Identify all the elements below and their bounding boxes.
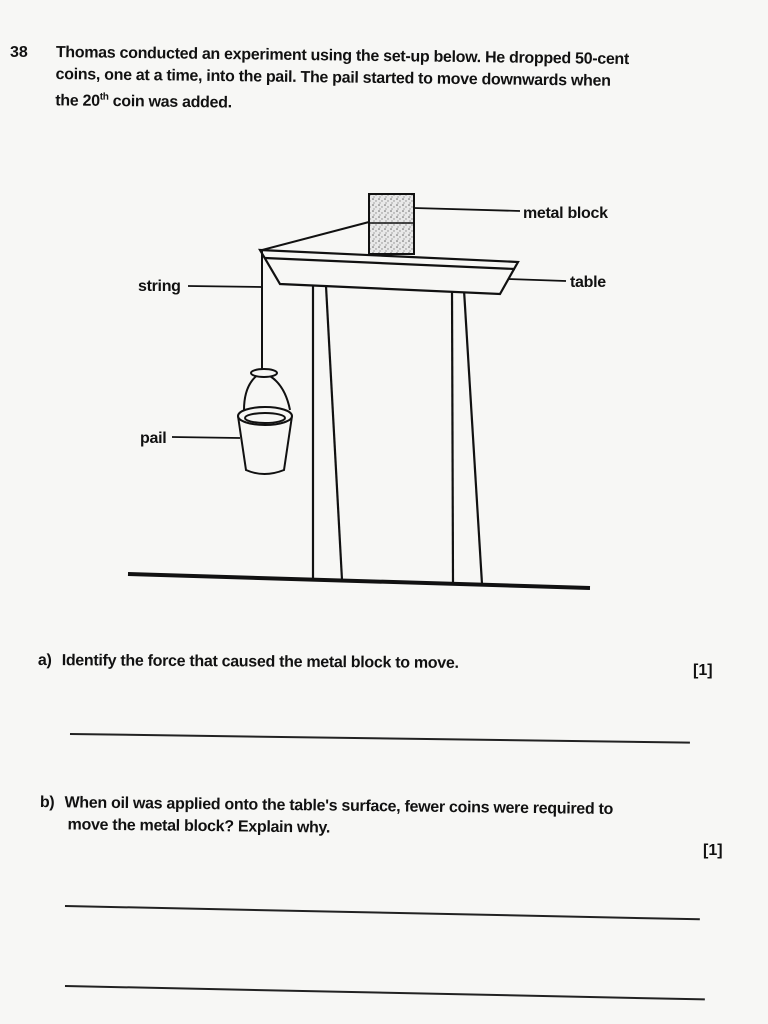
part-a-text: Identify the force that caused the metal block to move. <box>61 652 459 672</box>
label-string: string <box>138 278 181 295</box>
part-b-text-2: move the metal block? Explain why. <box>67 816 331 837</box>
part-a-label: a) <box>37 651 52 670</box>
metal-block <box>369 194 414 254</box>
part-b <box>39 792 613 843</box>
table-leader <box>508 279 566 281</box>
part-a-answer-line[interactable] <box>70 733 690 744</box>
pail-icon <box>238 369 292 474</box>
part-a-marks: [1] <box>693 662 713 679</box>
metal-block-leader <box>414 208 520 211</box>
question-number: 38 <box>10 44 28 61</box>
part-b-answer-line-1[interactable] <box>65 905 700 920</box>
stem-line-2: coins, one at a time, into the pail. The pail started to move downwards when <box>55 65 611 90</box>
string-leader <box>188 286 262 287</box>
part-b-answer-line-2[interactable] <box>65 985 705 1000</box>
table-legs <box>313 286 482 584</box>
pail-leader <box>172 437 240 438</box>
part-b-marks: [1] <box>703 842 723 859</box>
label-pail: pail <box>140 430 167 447</box>
question-stem <box>55 42 706 120</box>
stem-line-3-pre: the 20 <box>55 92 100 110</box>
experiment-diagram <box>0 180 768 610</box>
part-b-text-1: When oil was applied onto the table's surface, fewer coins were required to <box>64 794 614 819</box>
part-b-label: b) <box>39 793 55 812</box>
stem-line-3-sup: th <box>99 91 109 103</box>
floor-line <box>128 574 590 588</box>
stem-line-1: Thomas conducted an experiment using the set-up below. He dropped 50-cent <box>55 43 630 69</box>
table-top <box>260 250 518 294</box>
label-metal-block: metal block <box>523 205 608 222</box>
part-a <box>38 650 459 675</box>
string <box>262 222 369 370</box>
stem-line-3-post: coin was added. <box>108 92 232 112</box>
label-table: table <box>570 274 606 291</box>
